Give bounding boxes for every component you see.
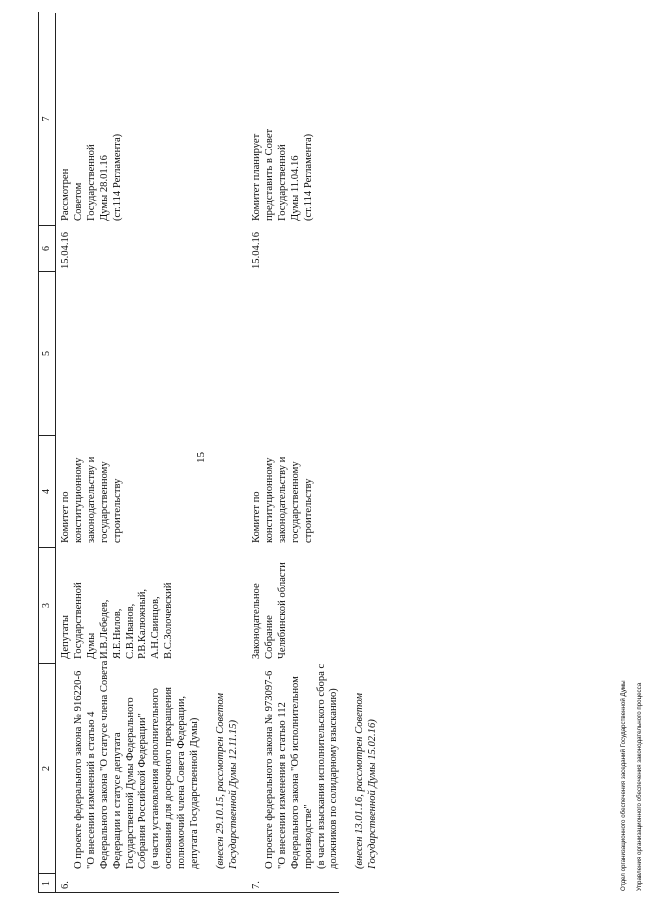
footer-line-1: Отдел организационного обеспечения заседаний Государственной Думы xyxy=(620,680,627,891)
bill-submission-note: (внесен 13.01.16, рассмотрен Советом Государственной Думы 15.02.16) xyxy=(354,693,379,869)
bill-status: Рассмотрен Советом Государственной Думы 28.01.16 (ст.114 Регламента) xyxy=(60,133,123,221)
bill-initiator: Депутаты Государственной Думы И.В.Лебедев, Я.Е.Нилов, С.В.Иванов, Р.В.Калюжный, А.Н.Свинцов, В.С.Золочевский xyxy=(60,582,175,659)
bill-description xyxy=(251,659,393,869)
document-footer xyxy=(612,680,652,891)
review-date: 15.04.16 xyxy=(251,231,262,269)
bill-status: Комитет планирует представить в Совет Государственной Думы 11.04.16 (ст.114 Регламента) xyxy=(251,128,314,221)
column-header-2: 2 xyxy=(38,663,56,873)
bill-title: О проекте федерального закона № 916220-6 "О внесении изменений в статью 4 Федерального закона "О статусе члена Совета Федерации и статусе депутата Государственной Думы Федерального Собрания Российской Федерации" (в части установления дополнительного основания для досрочного прекращения полномочий члена Совета Федерации, депутата Государственной Думы) xyxy=(72,660,201,869)
row-number: 6. xyxy=(60,881,71,889)
page-number: 15 xyxy=(195,452,207,463)
column-header-6: 6 xyxy=(38,225,56,271)
table-header xyxy=(38,13,56,893)
column-header-1: 1 xyxy=(38,873,56,893)
bill-submission-note: (внесен 29.10.15, рассмотрен Советом Государственной Думы 12.11.15) xyxy=(214,693,239,869)
row-number: 7. xyxy=(251,881,262,889)
column-header-7: 7 xyxy=(41,116,52,122)
column-header-4: 4 xyxy=(38,435,56,547)
footer-line-2: Управления организационного обеспечения законодательного процесса xyxy=(636,682,643,891)
bill-initiator: Законодательное Собрание Челябинской области xyxy=(251,562,288,659)
bill-description xyxy=(60,659,254,869)
responsible-committee: Комитет по конституционному законодательству и государственному строительству xyxy=(60,456,123,543)
responsible-committee: Комитет по конституционному законодательству и государственному строительству xyxy=(251,456,314,543)
column-header-3: 3 xyxy=(38,547,56,663)
review-date: 15.04.16 xyxy=(60,231,71,269)
column-header-5: 5 xyxy=(38,271,56,435)
bill-title: О проекте федерального закона № 973097-6 "О внесении изменения в статью 112 Федерального закона "Об исполнительном производстве" (в части взыскания исполнительского сбора с должников по солидарному взысканию) xyxy=(263,663,340,869)
